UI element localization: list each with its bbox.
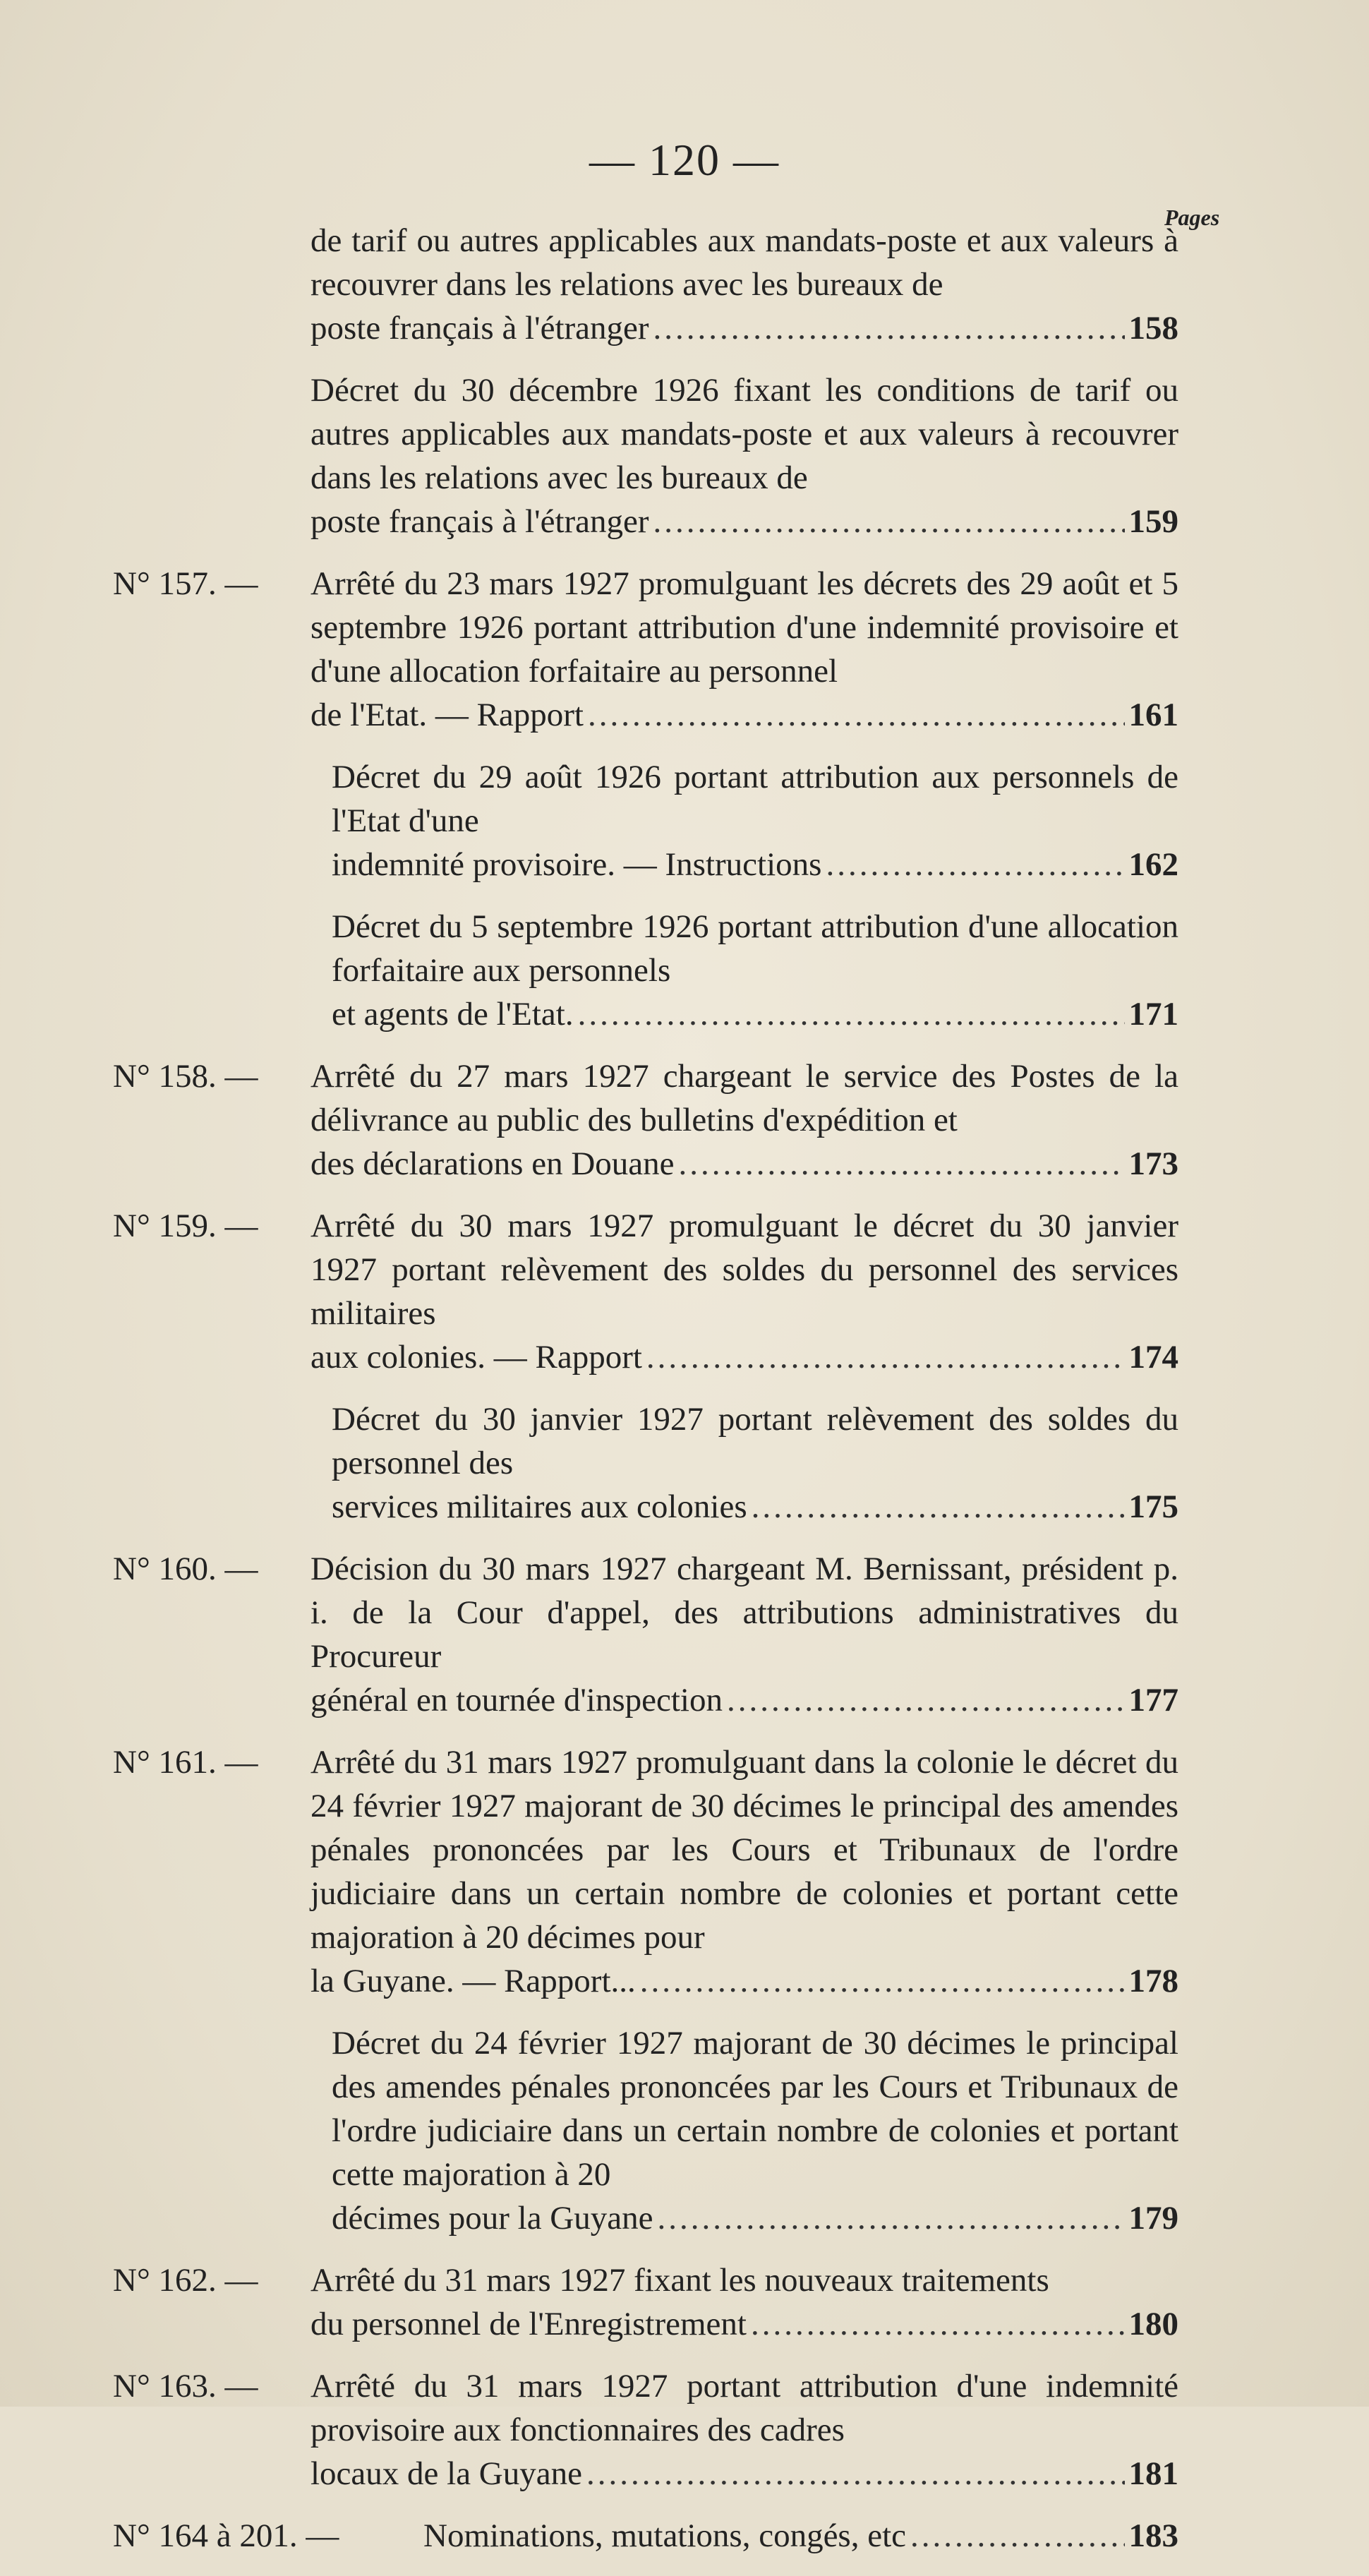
pages-column-label: Pages bbox=[1164, 205, 1220, 230]
entry-text-body: Arrêté du 23 mars 1927 promulguant les décrets des 29 août et 5 septembre 1926 portant attribution d'une indemnité provisoire et d'une allocation forfaitaire au personnel bbox=[310, 565, 1178, 690]
entry-number: N° 160. — bbox=[113, 1551, 258, 1587]
entry-text-end: Nominations, mutations, congés, etc bbox=[423, 2517, 907, 2554]
page-ref: 159 bbox=[1128, 503, 1178, 540]
entry-text bbox=[310, 1204, 1178, 1379]
entry-last-line bbox=[310, 1142, 1178, 1186]
toc-sub-entry bbox=[0, 2021, 1369, 2240]
entry-text-body: Arrêté du 30 mars 1927 promulguant le décret du 30 janvier 1927 portant relèvement des soldes du personnel des services militaires bbox=[310, 1208, 1178, 1332]
entry-text-body: Décision du 30 mars 1927 chargeant M. Bernissant, président p. i. de la Cour d'appel, des attributions administratives du Procureur bbox=[310, 1551, 1178, 1675]
leader-dots bbox=[752, 1485, 1125, 1529]
entry-number: N° 159. — bbox=[113, 1208, 258, 1244]
entry-last-line bbox=[332, 1485, 1178, 1529]
entry-number: N° 158. — bbox=[113, 1058, 258, 1095]
entry-text-body: Arrêté du 27 mars 1927 chargeant le service des Postes de la délivrance au public des bulletins d'expédition et bbox=[310, 1058, 1178, 1138]
toc-entry bbox=[0, 219, 1369, 350]
page-ref: 177 bbox=[1128, 1682, 1178, 1719]
entry-text-body: Arrêté du 31 mars 1927 promulguant dans la colonie le décret du 24 février 1927 majorant de 30 décimes le principal des amendes pénales prononcées par les Cours et Tribunaux de l'ordre judiciaire dans un certain nombre de colonies et portant cette majoration à 20 décimes pour bbox=[310, 1744, 1178, 1956]
entry-text-end: services militaires aux colonies bbox=[332, 1488, 747, 1525]
leader-dots bbox=[727, 1678, 1125, 1722]
leader-dots bbox=[679, 1142, 1125, 1186]
entry-text bbox=[332, 755, 1178, 886]
entry-number: N° 161. — bbox=[113, 1744, 258, 1781]
page-ref: 179 bbox=[1128, 2200, 1178, 2237]
toc-entry bbox=[0, 1740, 1369, 2003]
leader-dots bbox=[578, 992, 1125, 1036]
leader-dots bbox=[910, 2514, 1124, 2558]
entry-text bbox=[332, 1397, 1178, 1529]
toc-entry bbox=[0, 2364, 1369, 2496]
toc-entry bbox=[0, 2258, 1369, 2346]
leader-dots bbox=[826, 843, 1124, 886]
toc-sub-entry bbox=[0, 905, 1369, 1036]
page-ref: 181 bbox=[1128, 2455, 1178, 2492]
page-ref: 158 bbox=[1128, 310, 1178, 347]
entry-text-end: de l'Etat. — Rapport bbox=[310, 697, 584, 733]
entry-number: N° 157. — bbox=[113, 565, 258, 602]
toc-entry bbox=[0, 1204, 1369, 1379]
page-ref: 175 bbox=[1128, 1488, 1178, 1525]
page-ref: 173 bbox=[1128, 1145, 1178, 1182]
page-ref: 171 bbox=[1128, 996, 1178, 1033]
leader-dots bbox=[751, 2302, 1125, 2346]
entry-last-line bbox=[310, 693, 1178, 737]
entry-text bbox=[310, 2258, 1178, 2346]
entry-last-line bbox=[310, 2302, 1178, 2346]
entry-text-end: aux colonies. — Rapport bbox=[310, 1339, 642, 1376]
toc-sub-entry bbox=[0, 1397, 1369, 1529]
entry-text-body: de tarif ou autres applicables aux mandats-poste et aux valeurs à recouvrer dans les relations avec les bureaux de bbox=[310, 222, 1178, 303]
entry-last-line bbox=[310, 306, 1178, 350]
entry-text-body: Décret du 24 février 1927 majorant de 30 décimes le principal des amendes pénales prononcées par les Cours et Tribunaux de l'ordre judiciaire dans un certain nombre de colonies et portant cette majoration à 20 bbox=[332, 2025, 1178, 2193]
entry-text-body: Arrêté du 31 mars 1927 portant attribution d'une indemnité provisoire aux fonctionnaires des cadres bbox=[310, 2368, 1178, 2448]
entry-text bbox=[332, 2021, 1178, 2240]
entry-last-line bbox=[310, 500, 1178, 543]
entry-text-end: poste français à l'étranger bbox=[310, 503, 649, 540]
table-of-contents bbox=[0, 219, 1369, 2576]
entry-number: N° 164 à 201. — bbox=[113, 2517, 339, 2554]
page-number: — 120 — bbox=[589, 135, 780, 185]
entry-text bbox=[310, 1547, 1178, 1722]
entry-text-body: Décret du 30 décembre 1926 fixant les conditions de tarif ou autres applicables aux mandats-poste et aux valeurs à recouvrer dans les relations avec les bureaux de bbox=[310, 372, 1178, 496]
entry-last-line bbox=[310, 1959, 1178, 2003]
entry-text-end: des déclarations en Douane bbox=[310, 1145, 675, 1182]
entry-last-line bbox=[423, 2514, 1178, 2558]
entry-text-body: Arrêté du 31 mars 1927 fixant les nouveaux traitements bbox=[310, 2262, 1049, 2299]
toc-entry-final bbox=[0, 2514, 1369, 2558]
page-ref: 178 bbox=[1128, 1963, 1178, 1999]
page-ref: 180 bbox=[1128, 2306, 1178, 2342]
leader-dots bbox=[653, 306, 1125, 350]
leader-dots bbox=[588, 693, 1125, 737]
entry-last-line bbox=[310, 1678, 1178, 1722]
entry-text bbox=[423, 2514, 1178, 2558]
entry-text-end: décimes pour la Guyane bbox=[332, 2200, 653, 2237]
entry-text-end: indemnité provisoire. — Instructions bbox=[332, 846, 822, 883]
entry-text-body: Décret du 30 janvier 1927 portant relèvement des soldes du personnel des bbox=[332, 1401, 1178, 1481]
entry-text bbox=[310, 1054, 1178, 1186]
toc-entry bbox=[0, 368, 1369, 543]
page-ref: 183 bbox=[1128, 2517, 1178, 2554]
toc-sub-entry bbox=[0, 755, 1369, 886]
leader-dots bbox=[653, 500, 1125, 543]
entry-text bbox=[310, 219, 1178, 350]
entry-text-body: Décret du 5 septembre 1926 portant attribution d'une allocation forfaitaire aux personnels bbox=[332, 908, 1178, 989]
entry-text-end: poste français à l'étranger bbox=[310, 310, 649, 347]
entry-number: N° 162. — bbox=[113, 2262, 258, 2299]
entry-text bbox=[310, 1740, 1178, 2003]
entry-text-end: la Guyane. — Rapport... bbox=[310, 1963, 636, 1999]
leader-dots bbox=[640, 1959, 1125, 2003]
entry-text bbox=[310, 562, 1178, 737]
leader-dots bbox=[646, 1335, 1125, 1379]
entry-text bbox=[332, 905, 1178, 1036]
toc-entry bbox=[0, 1054, 1369, 1186]
leader-dots bbox=[586, 2452, 1125, 2496]
toc-entry bbox=[0, 562, 1369, 737]
entry-number: N° 163. — bbox=[113, 2368, 258, 2405]
entry-last-line bbox=[332, 843, 1178, 886]
entry-last-line bbox=[310, 2452, 1178, 2496]
entry-text-end: locaux de la Guyane bbox=[310, 2455, 582, 2492]
entry-last-line bbox=[332, 992, 1178, 1036]
leader-dots bbox=[657, 2196, 1124, 2240]
entry-text-end: et agents de l'Etat. bbox=[332, 996, 574, 1033]
page-ref: 162 bbox=[1128, 846, 1178, 883]
entry-text bbox=[310, 2364, 1178, 2496]
entry-text bbox=[310, 368, 1178, 543]
entry-text-end: du personnel de l'Enregistrement bbox=[310, 2306, 747, 2342]
page-ref: 161 bbox=[1128, 697, 1178, 733]
entry-last-line bbox=[332, 2196, 1178, 2240]
page-ref: 174 bbox=[1128, 1339, 1178, 1376]
entry-text-end: général en tournée d'inspection bbox=[310, 1682, 723, 1719]
entry-text-body: Décret du 29 août 1926 portant attribution aux personnels de l'Etat d'une bbox=[332, 759, 1178, 839]
entry-last-line bbox=[310, 1335, 1178, 1379]
toc-entry bbox=[0, 1547, 1369, 1722]
